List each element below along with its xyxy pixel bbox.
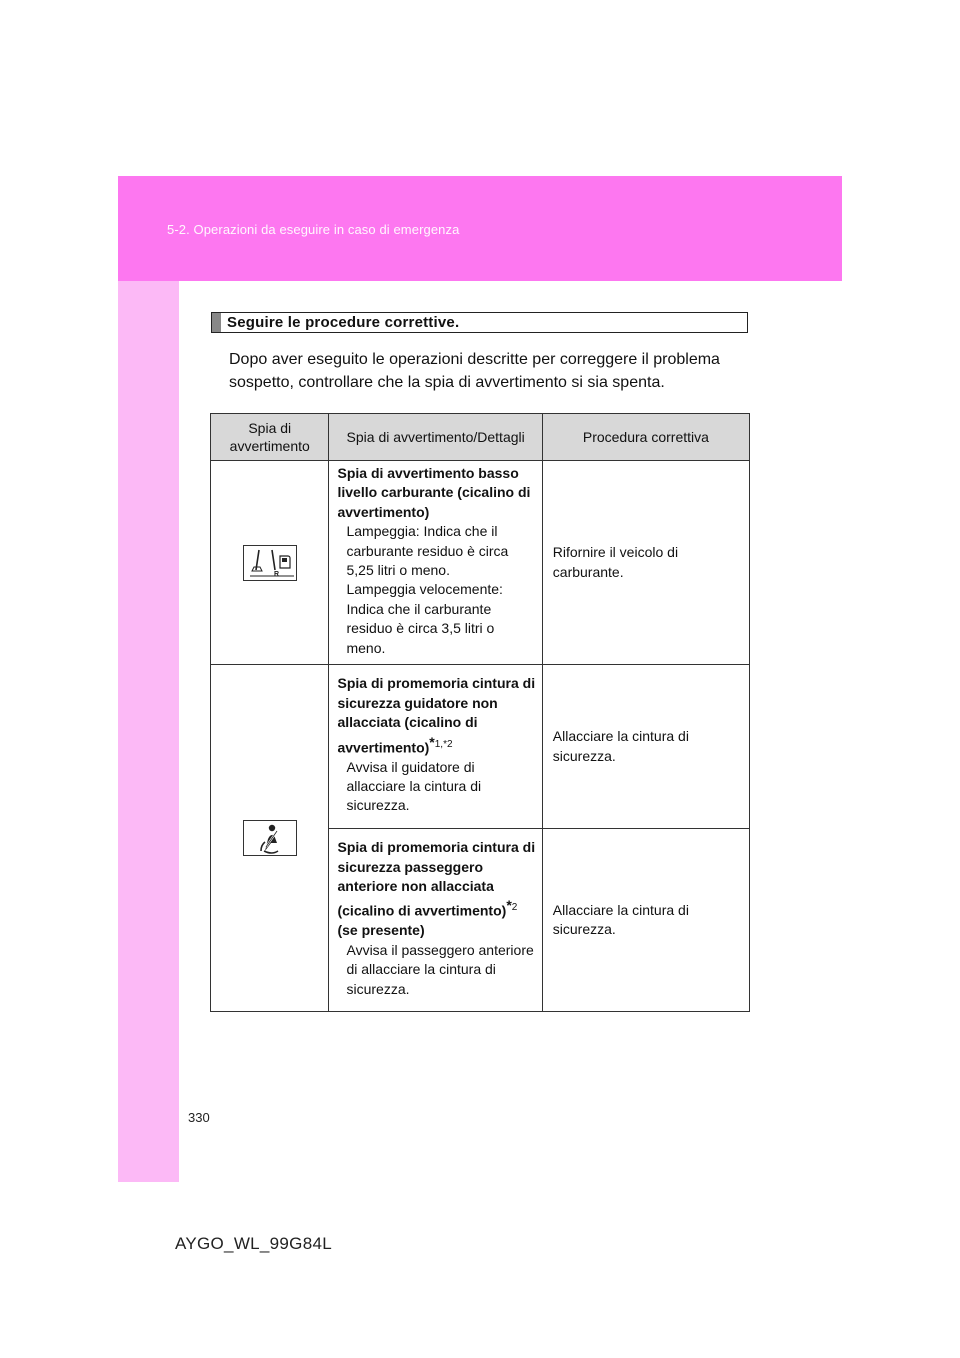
warning-description: Avvisa il guidatore di allacciare la cintura di sicurezza.: [346, 758, 482, 814]
procedure-text: Allacciare la cintura di sicurezza.: [552, 728, 689, 764]
document-code: AYGO_WL_99G84L: [175, 1234, 332, 1253]
column-header: Spia di avvertimento/Dettagli: [329, 414, 542, 461]
seatbelt-icon: [243, 820, 297, 856]
section-heading: [211, 312, 748, 333]
footnote-marker: *2: [506, 897, 518, 914]
footnote-marker: *1,*2: [429, 733, 453, 750]
warning-description: Lampeggia velocemente: Indica che il carburante residuo è circa 3,5 litri o meno.: [346, 581, 503, 656]
procedure-cell: [542, 829, 749, 1012]
page-number: 330: [188, 1110, 210, 1125]
procedure-cell: [542, 665, 749, 829]
heading-marker: [212, 313, 221, 332]
footnote-text: 1,*2: [434, 738, 453, 750]
svg-text:R: R: [273, 570, 279, 578]
warning-description: Avvisa il passeggero anteriore di allacciare la cintura di sicurezza.: [346, 941, 534, 997]
warning-title-text: Spia di promemoria cintura di sicurezza passeggero anteriore non allacciata (cicalino di avvertimento): [337, 839, 536, 919]
procedure-text: Rifornire il veicolo di carburante.: [552, 544, 679, 580]
table-header-row: [211, 414, 750, 461]
warning-title: [337, 674, 535, 757]
icon-cell: [211, 461, 329, 665]
procedure-cell: [542, 461, 749, 665]
warning-title: [337, 838, 535, 921]
warning-title-extra: (se presente): [337, 922, 425, 939]
column-header: Spia di avvertimento: [211, 414, 329, 461]
procedure-text: Allacciare la cintura di sicurezza.: [552, 901, 689, 938]
warning-title: Spia di avvertimento basso livello carburante (cicalino di avvertimento): [337, 465, 531, 520]
column-header: Procedura correttiva: [542, 414, 749, 461]
warning-description: Lampeggia: Indica che il carburante residuo è circa 5,25 litri o meno.: [346, 523, 509, 579]
intro-paragraph: Dopo aver eseguito le operazioni descritte per correggere il problema sospetto, controllare che la spia di avvertimento si sia spenta.: [229, 351, 720, 391]
side-band: [118, 281, 179, 1182]
heading-text: Seguire le procedure correttive.: [227, 314, 460, 331]
table-row: [211, 461, 750, 665]
footnote-text: 2: [511, 902, 518, 914]
details-cell: [329, 665, 542, 829]
section-title: 5-2. Operazioni da eseguire in caso di emergenza: [167, 222, 460, 237]
fuel-gauge-icon: [243, 545, 297, 581]
details-cell: [329, 829, 542, 1012]
details-cell: [329, 461, 542, 665]
warning-table: [210, 413, 750, 1012]
icon-cell: [211, 665, 329, 1012]
warning-title-text: Spia di promemoria cintura di sicurezza guidatore non allacciata (cicalino di avvertimento): [337, 675, 536, 756]
table-row: [211, 665, 750, 829]
